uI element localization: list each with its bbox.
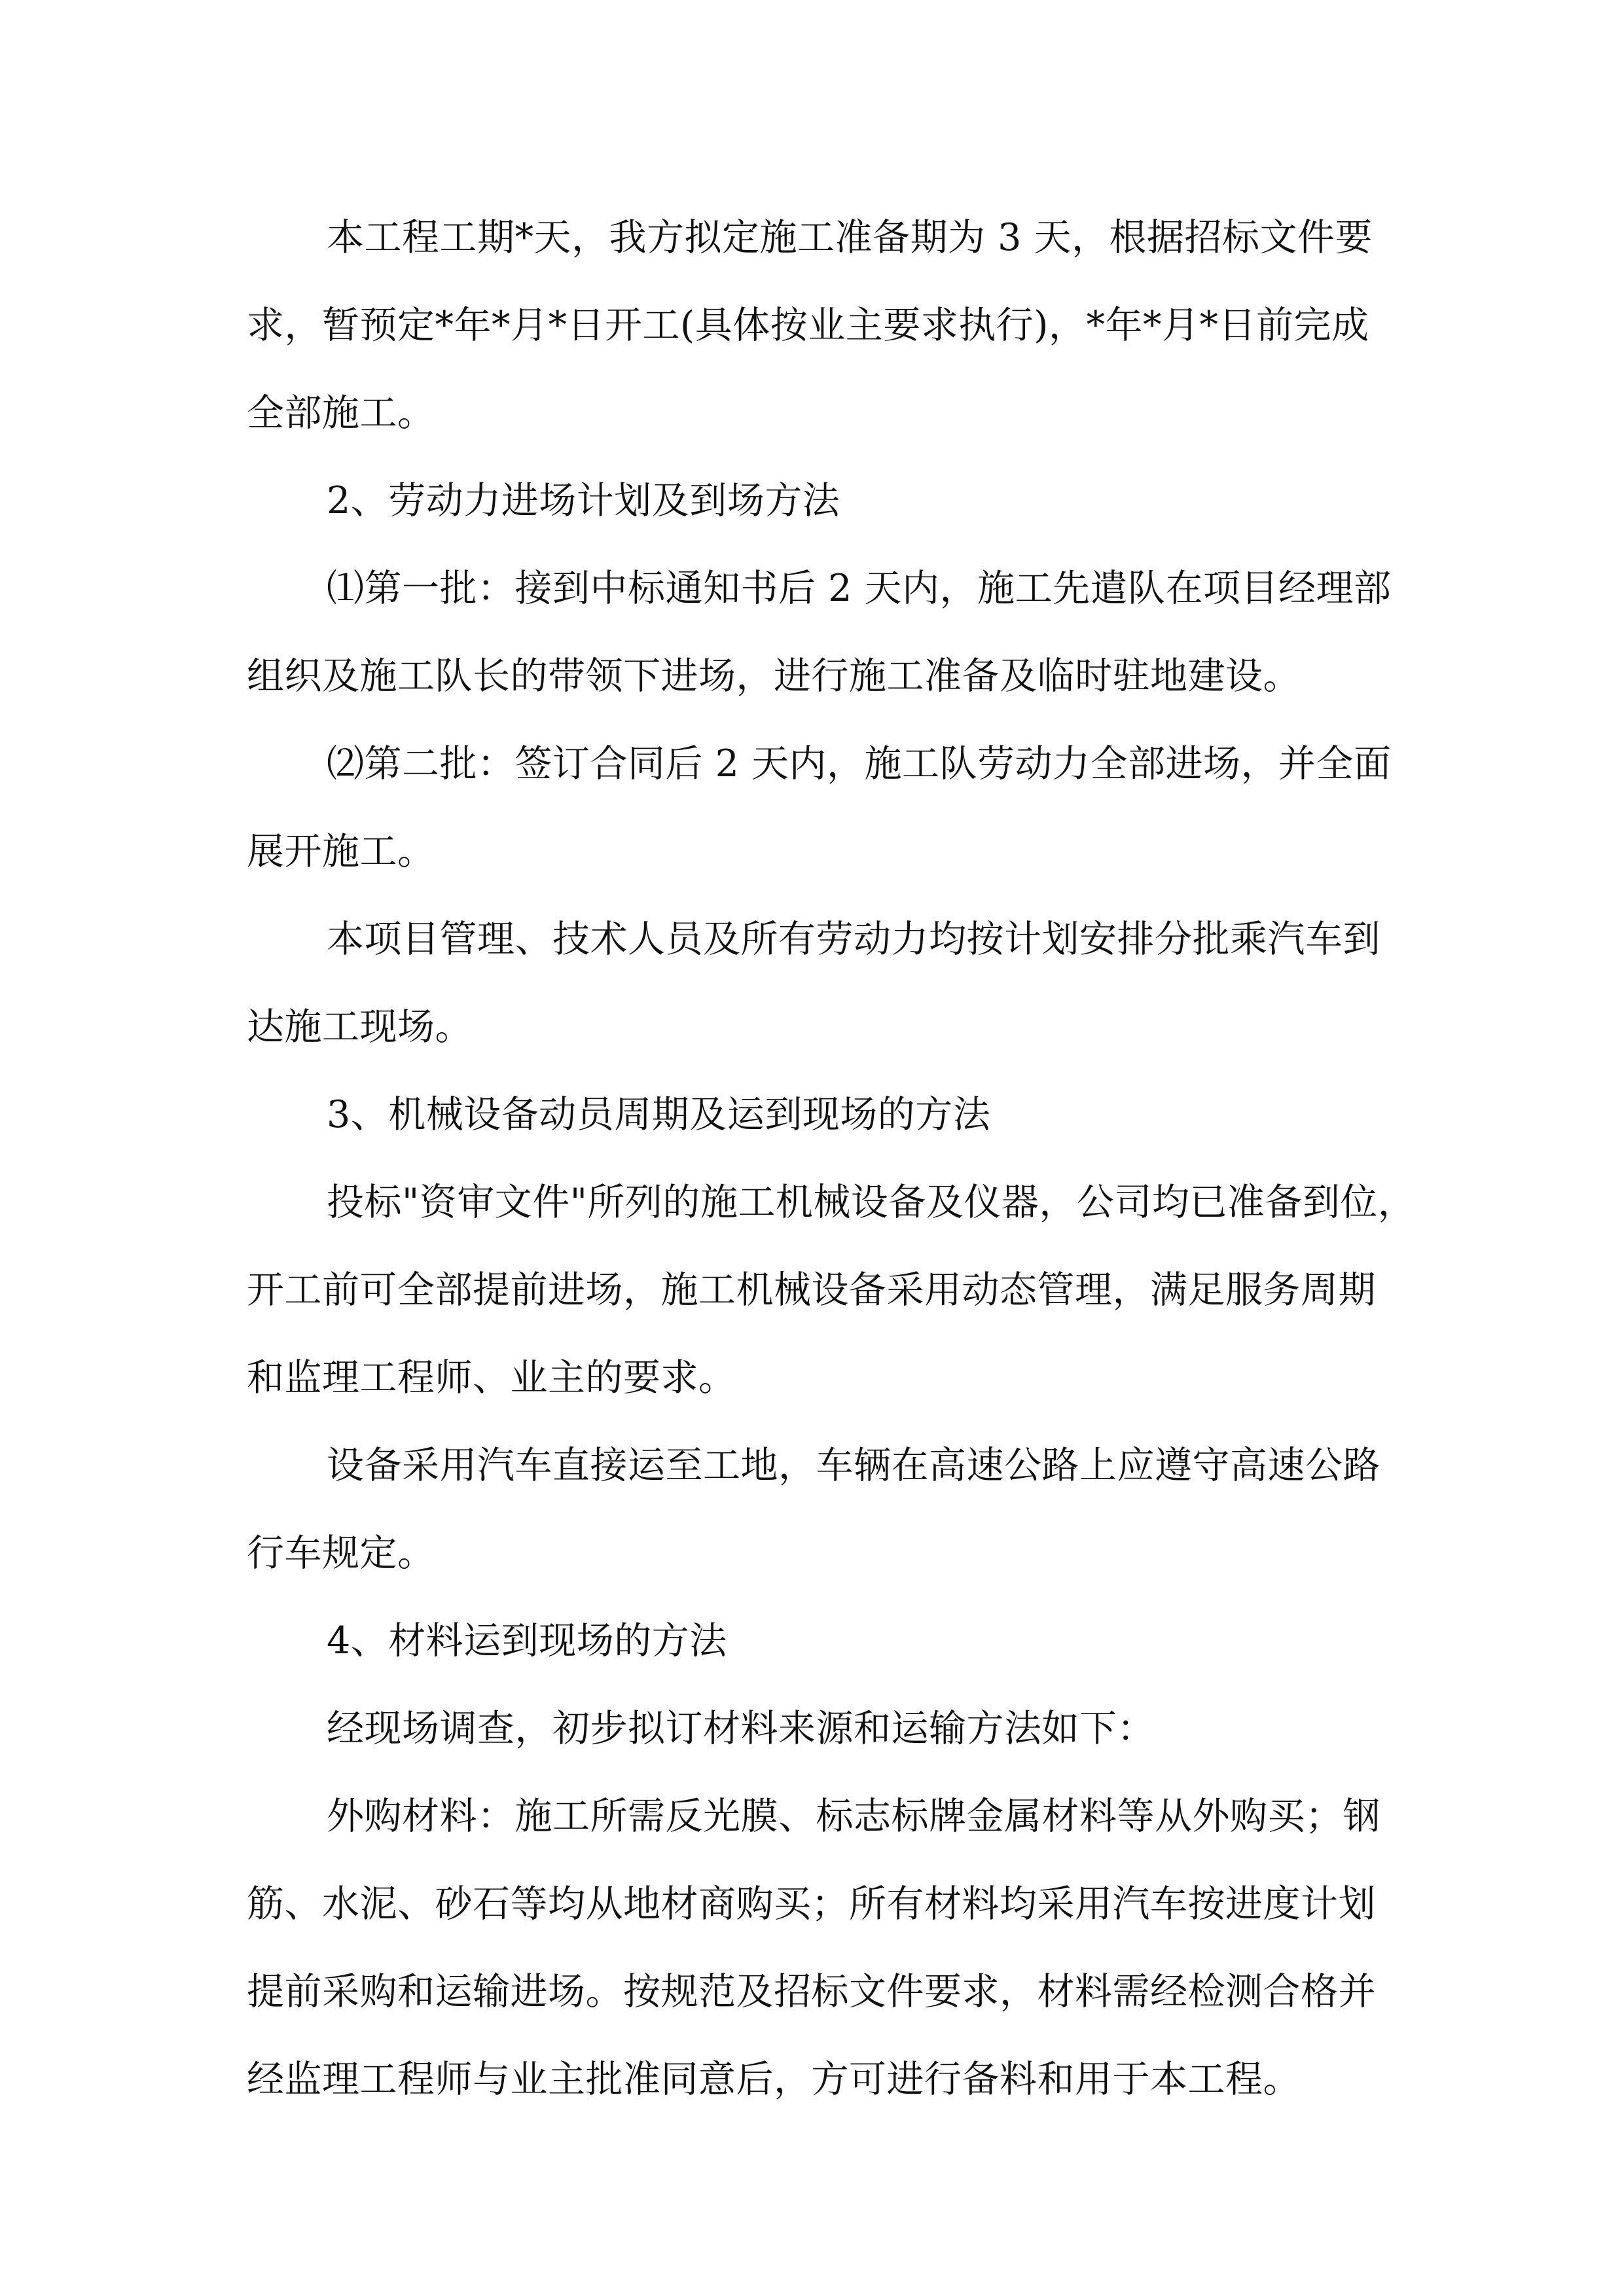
paragraph-first-batch-line-2: 组织及施工队长的带领下进场，进行施工准备及临时驻地建设。 [247, 655, 1301, 698]
paragraph-purchased-line-3: 提前采购和运输进场。按规范及招标文件要求，材料需经检测合格并 [247, 1970, 1376, 2013]
section-heading-machinery: 3、机械设备动员周期及运到现场的方法 [327, 1093, 991, 1136]
paragraph-purchased-line-1: 外购材料：施工所需反光膜、标志标牌金属材料等从外购买；钢 [327, 1795, 1380, 1838]
paragraph-first-batch-line-1: ⑴第一批：接到中标通知书后 2 天内，施工先遣队在项目经理部 [327, 567, 1392, 610]
paragraph-survey-line-1: 经现场调查，初步拟订材料来源和运输方法如下： [327, 1707, 1155, 1750]
section-heading-labor: 2、劳动力进场计划及到场方法 [327, 479, 840, 522]
paragraph-purchased-line-4: 经监理工程师与业主批准同意后，方可进行备料和用于本工程。 [247, 2058, 1301, 2101]
paragraph-transport-line-1: 设备采用汽车直接运至工地，车辆在高速公路上应遵守高速公路 [327, 1444, 1380, 1487]
section-heading-materials: 4、材料运到现场的方法 [327, 1619, 727, 1662]
paragraph-machinery-line-1: 投标"资审文件"所列的施工机械设备及仪器，公司均已准备到位， [327, 1181, 1416, 1224]
paragraph-personnel-line-1: 本项目管理、技术人员及所有劳动力均按计划安排分批乘汽车到 [327, 918, 1380, 961]
paragraph-personnel-line-2: 达施工现场。 [247, 1005, 473, 1049]
paragraph-schedule-line-2: 求，暂预定*年*月*日开工(具体按业主要求执行)，*年*月*日前完成 [247, 304, 1369, 347]
paragraph-schedule-line-3: 全部施工。 [247, 391, 435, 435]
paragraph-schedule-line-1: 本工程工期*天，我方拟定施工准备期为 3 天，根据招标文件要 [327, 216, 1373, 259]
paragraph-machinery-line-3: 和监理工程师、业主的要求。 [247, 1356, 736, 1399]
paragraph-second-batch-line-1: ⑵第二批：签订合同后 2 天内，施工队劳动力全部进场，并全面 [327, 742, 1392, 785]
paragraph-machinery-line-2: 开工前可全部提前进场，施工机械设备采用动态管理，满足服务周期 [247, 1268, 1376, 1312]
paragraph-transport-line-2: 行车规定。 [247, 1532, 435, 1575]
paragraph-second-batch-line-2: 展开施工。 [247, 830, 435, 873]
paragraph-purchased-line-2: 筋、水泥、砂石等均从地材商购买；所有材料均采用汽车按进度计划 [247, 1882, 1376, 1926]
document-page [247, 0, 1416, 2296]
